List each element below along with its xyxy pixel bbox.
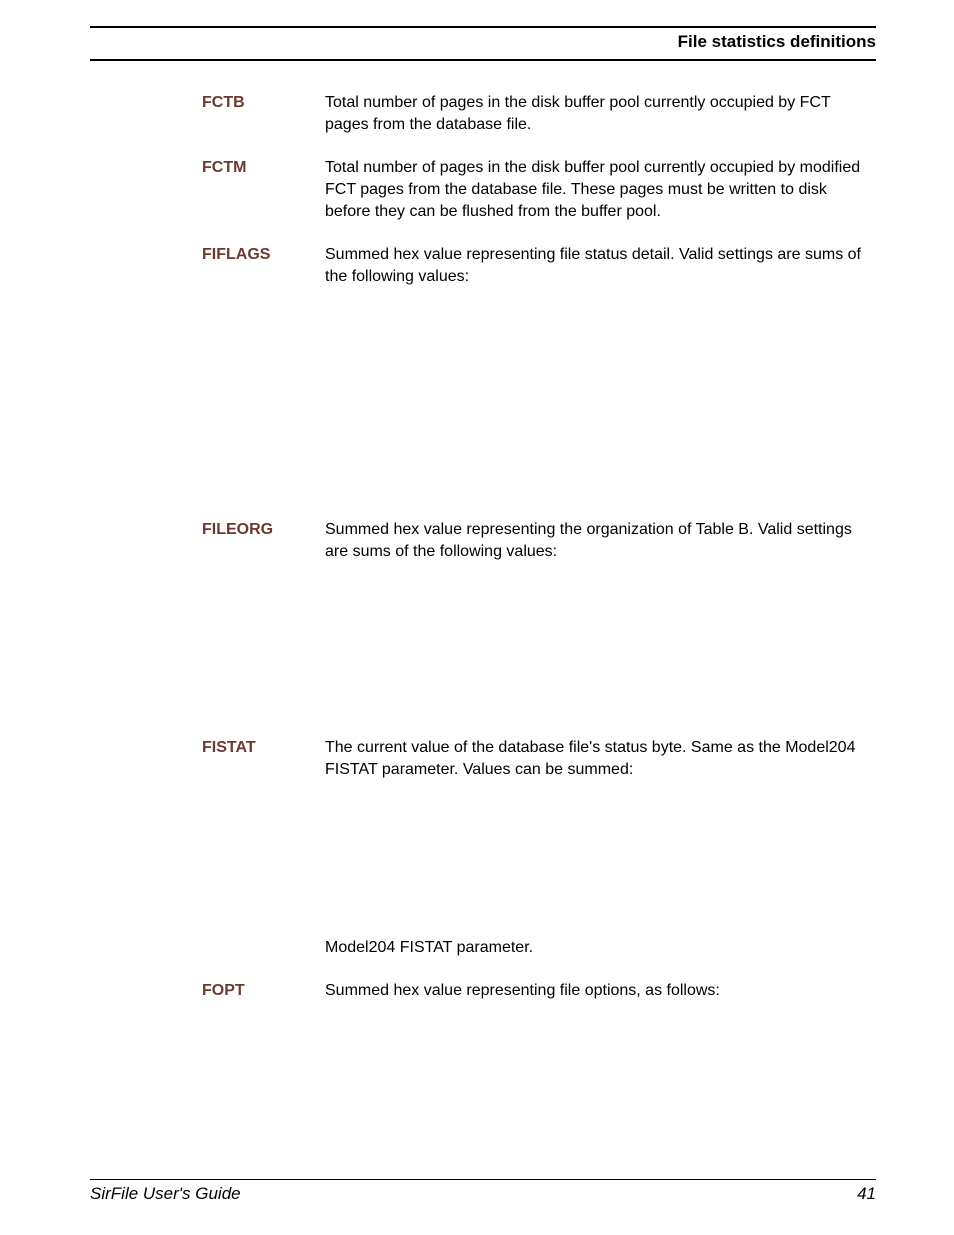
term-fctm: FCTM (202, 159, 247, 176)
term-fopt: FOPT (202, 982, 245, 999)
page-header-title: File statistics definitions (677, 32, 876, 51)
term-fistat: FISTAT (202, 739, 256, 756)
term-fileorg: FILEORG (202, 521, 274, 538)
definition-fistat-trailing: Model204 FISTAT parameter. (325, 939, 534, 956)
footer-page-number: 41 (857, 1184, 876, 1203)
footer-rule (90, 1179, 876, 1180)
definition-fctm: Total number of pages in the disk buffer pool currently occupied by modified FCT pages from the database file. These pages must be written to disk before they can be flushed from the buffer pool. (325, 159, 861, 220)
definition-fileorg: Summed hex value representing the organization of Table B. Valid settings are sums of the following values: (325, 521, 852, 560)
definition-fctb: Total number of pages in the disk buffer pool currently occupied by FCT pages from the database file. (325, 94, 831, 133)
footer-guide-title: SirFile User's Guide (90, 1184, 241, 1203)
header-rule-top (90, 26, 876, 28)
definition-fopt: Summed hex value representing file options, as follows: (325, 982, 720, 999)
definition-fistat: The current value of the database file's status byte. Same as the Model204 FISTAT parameter. Values can be summed: (325, 739, 856, 778)
term-fctb: FCTB (202, 94, 245, 111)
header-rule-bottom (90, 59, 876, 61)
definition-fiflags: Summed hex value representing file status detail. Valid settings are sums of the following values: (325, 246, 861, 285)
term-fiflags: FIFLAGS (202, 246, 271, 263)
